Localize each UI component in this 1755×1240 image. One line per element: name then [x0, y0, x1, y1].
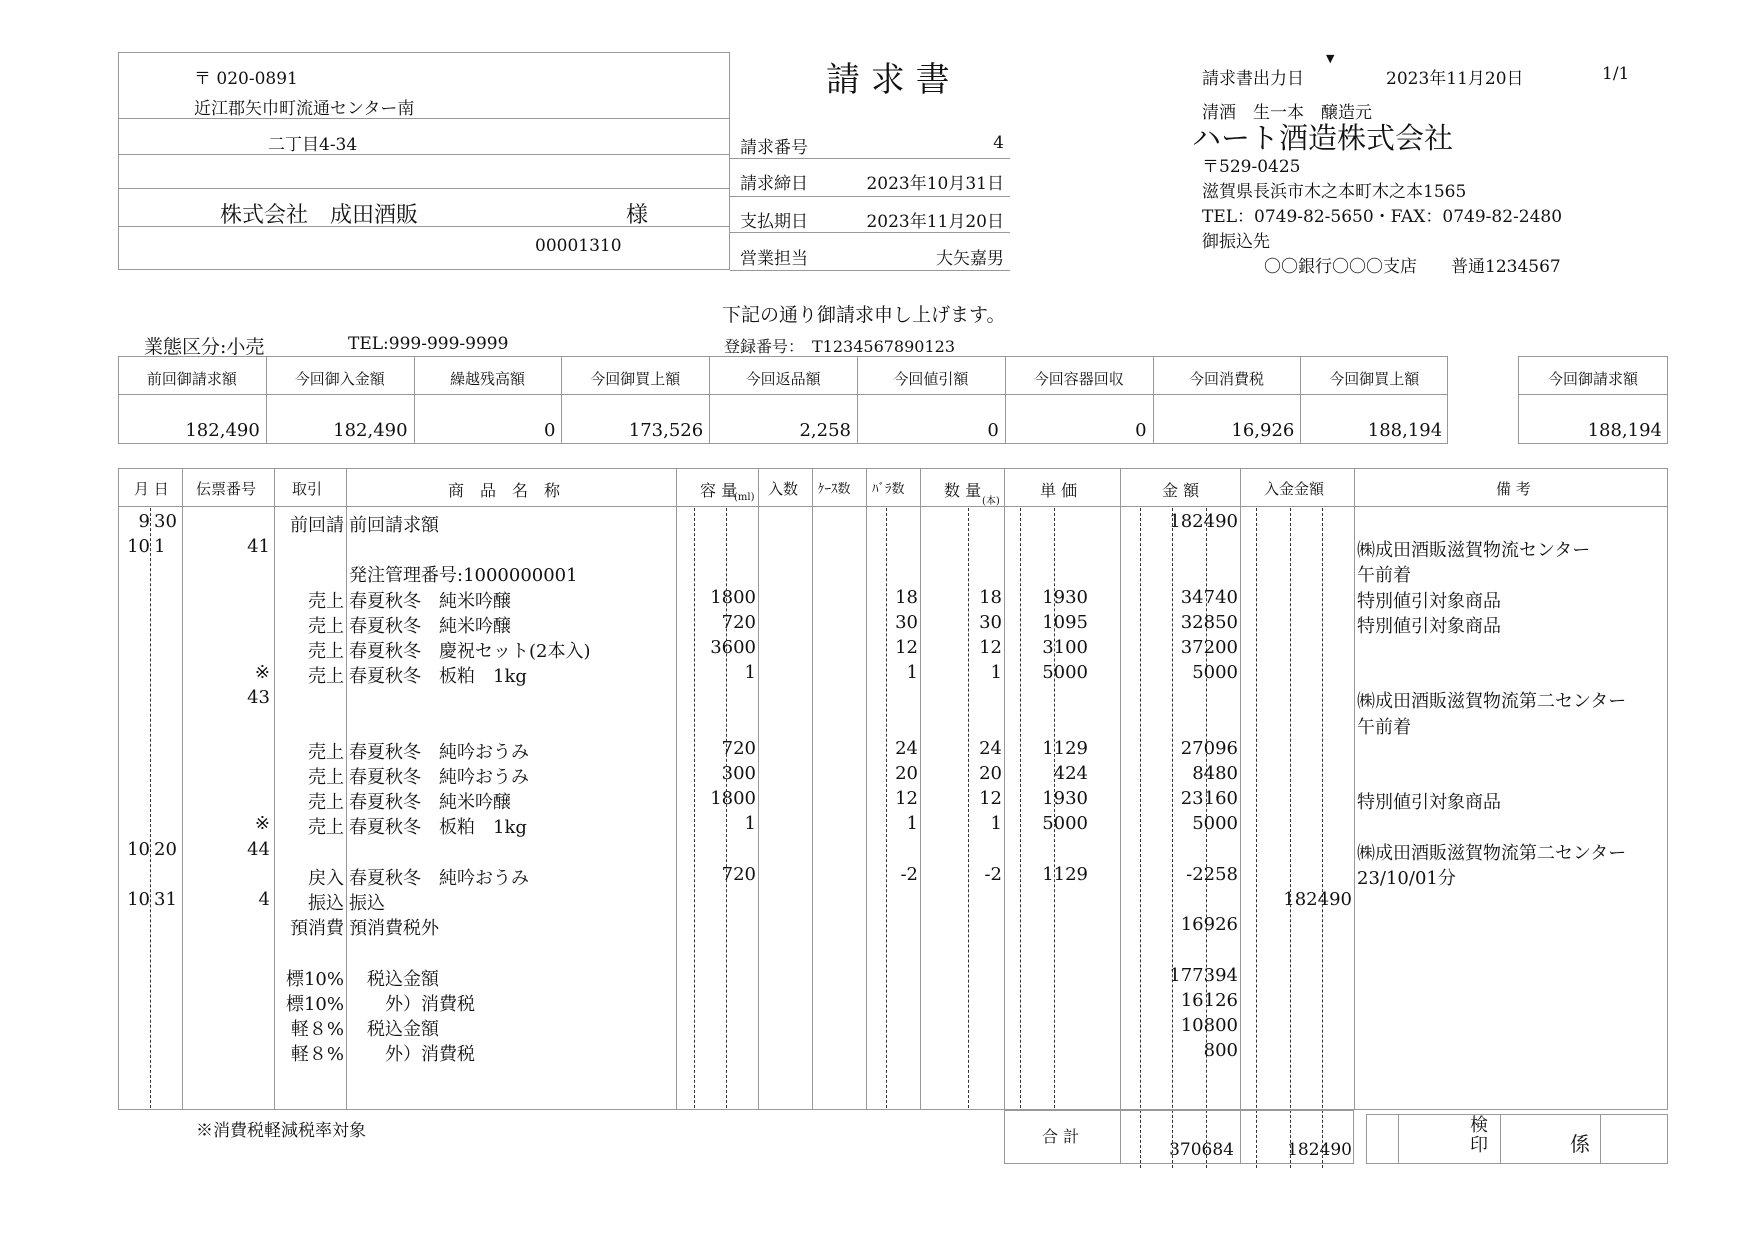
row-amount: 5000 — [1192, 662, 1238, 684]
summary-value: 0 — [1135, 420, 1147, 441]
col-divider — [1240, 1110, 1241, 1164]
summary-value: 182,490 — [333, 420, 408, 441]
request-message: 下記の通り御請求申し上げます。 — [722, 304, 1006, 326]
row-loose: 24 — [895, 737, 918, 759]
row-unit-price: 5000 — [1042, 662, 1088, 684]
issuer-name: ハート酒造株式会社 — [1192, 121, 1454, 155]
business-category: 業態区分:小売 — [144, 336, 265, 358]
summary-value: 182,490 — [185, 420, 260, 441]
row-amount: 177394 — [1169, 964, 1238, 986]
row-amount: 34740 — [1180, 586, 1238, 608]
row-remark: 午前着 — [1357, 565, 1411, 587]
row-day: 31 — [154, 889, 177, 910]
col-divider — [758, 468, 759, 1110]
row-trade: 売上 — [308, 590, 344, 612]
row-qty: 30 — [979, 611, 1002, 633]
row-product: 春夏秋冬 純吟おうみ — [349, 741, 529, 763]
row-product: 外）消費税 — [349, 993, 475, 1015]
summary-label: 前回御請求額 — [146, 370, 237, 388]
header-unit-price: 単 価 — [1040, 481, 1078, 500]
recipient-company: 株式会社 成田酒販 — [220, 203, 419, 228]
row-product: 前回請求額 — [349, 515, 439, 536]
row-loose: 1 — [906, 662, 918, 684]
due-date: 2023年11月20日 — [866, 212, 1004, 232]
row-amount: 8480 — [1192, 763, 1238, 784]
invoice-number: 4 — [993, 133, 1004, 153]
col-divider — [346, 468, 347, 1110]
footnote: ※消費税軽減税率対象 — [196, 1121, 366, 1141]
total-payment: 182490 — [1287, 1140, 1352, 1160]
col-divider — [1120, 468, 1121, 1110]
bank-label: 御振込先 — [1202, 232, 1270, 252]
row-trade: 前回請 — [290, 515, 344, 536]
row-product: 振込 — [349, 893, 385, 914]
row-day: 20 — [154, 838, 177, 860]
divider — [118, 154, 730, 155]
row-loose: 1 — [906, 813, 918, 835]
row-unit-price: 5000 — [1042, 813, 1088, 835]
col-divider — [1004, 468, 1005, 1110]
row-month: 10 — [127, 838, 150, 860]
issuer-address: 滋賀県長浜市木之本町木之本1565 — [1202, 182, 1467, 202]
row-volume: 1 — [744, 813, 756, 835]
customer-tel: TEL:999-999-9999 — [348, 334, 509, 354]
row-amount: 10800 — [1180, 1015, 1238, 1036]
summary-value: 0 — [987, 420, 999, 441]
header-volume: 容 量 — [700, 481, 738, 500]
summary-value: 173,526 — [628, 420, 704, 441]
row-amount: 800 — [1203, 1040, 1238, 1062]
output-date: 2023年11月20日 — [1386, 69, 1524, 89]
total-label: 合 計 — [1042, 1127, 1080, 1146]
header-payment: 入金金額 — [1264, 480, 1325, 498]
col-divider — [1354, 468, 1355, 1110]
row-amount: 182490 — [1169, 511, 1238, 532]
stamp-box — [1366, 1114, 1668, 1164]
due-date-label: 支払期日 — [740, 212, 808, 232]
row-trade: 標10% — [285, 993, 344, 1015]
row-volume: 720 — [721, 863, 756, 885]
header-amount: 金 額 — [1162, 481, 1200, 500]
page-title: 請 求 書 — [826, 60, 950, 100]
row-product: 春夏秋冬 板粕 1kg — [349, 666, 527, 688]
invoice-number-label: 請求番号 — [740, 138, 808, 158]
header-loose: ﾊﾞﾗ数 — [872, 482, 905, 497]
row-qty: 24 — [979, 737, 1002, 759]
output-date-label: 請求書出力日 — [1202, 69, 1304, 89]
row-unit-price: 1129 — [1042, 737, 1088, 759]
digit-guide — [1322, 508, 1323, 1168]
header-divider — [118, 506, 1668, 507]
summary-value: 2,258 — [799, 420, 851, 441]
divider — [730, 196, 1010, 197]
row-loose: 18 — [895, 586, 918, 608]
recipient-address2: 二丁目4-34 — [268, 135, 358, 155]
header-qty-unit: (本) — [982, 496, 1000, 507]
row-remark: ㈱成田酒販滋賀物流第二センター — [1357, 842, 1627, 864]
header-date: 月 日 — [134, 480, 169, 498]
col-divider — [1500, 1114, 1501, 1164]
summary-label: 今回御入金額 — [294, 370, 385, 388]
row-slip: 43 — [247, 687, 270, 709]
inspect-stamp-label: 検印 — [1470, 1115, 1488, 1156]
col-divider — [920, 468, 921, 1110]
row-amount: 27096 — [1180, 737, 1238, 759]
row-amount: 37200 — [1180, 637, 1238, 658]
row-product: 春夏秋冬 板粕 1kg — [349, 817, 527, 839]
row-slip: 44 — [247, 838, 270, 860]
row-volume: 300 — [721, 763, 756, 784]
row-amount: 16926 — [1180, 914, 1238, 936]
summary-label: 今回値引額 — [893, 370, 969, 388]
row-qty: 18 — [979, 586, 1002, 608]
row-volume: 720 — [721, 611, 756, 633]
row-trade: 売上 — [308, 666, 344, 688]
col-divider — [1398, 1114, 1399, 1164]
header-remarks: 備 考 — [1496, 480, 1531, 498]
row-trade: 預消費 — [290, 918, 344, 940]
col-divider — [1240, 468, 1241, 1110]
issuer-tel-fax: TEL：0749-82-5650・FAX：0749-82-2480 — [1202, 207, 1563, 227]
row-trade: 振込 — [308, 893, 344, 914]
col-divider — [274, 468, 275, 1110]
row-month: 10 — [127, 536, 150, 558]
divider — [730, 232, 1010, 233]
row-remark: 特別値引対象商品 — [1357, 792, 1501, 814]
col-divider — [866, 468, 867, 1110]
row-day: 1 — [154, 536, 166, 558]
row-unit-price: 424 — [1053, 763, 1088, 784]
row-product: 春夏秋冬 純吟おうみ — [349, 767, 529, 788]
row-qty: 12 — [979, 788, 1002, 810]
registration-number: 登録番号： T1234567890123 — [724, 337, 956, 356]
row-product: 税込金額 — [349, 1019, 439, 1040]
issuer-tagline: 清酒 生一本 醸造元 — [1202, 103, 1372, 123]
row-qty: 1 — [990, 813, 1002, 835]
col-divider — [1600, 1114, 1601, 1164]
row-product: 春夏秋冬 慶祝セット(2本入) — [349, 641, 591, 662]
header-trade: 取引 — [292, 480, 323, 498]
row-trade: 売上 — [308, 767, 344, 788]
digit-guide — [1290, 508, 1291, 1168]
summary-label: 今回返品額 — [745, 370, 821, 388]
row-trade: 軽８% — [290, 1019, 344, 1040]
col-divider — [182, 468, 183, 1110]
row-product: 春夏秋冬 純吟おうみ — [349, 867, 529, 889]
row-volume: 720 — [721, 737, 756, 759]
col-divider — [676, 468, 677, 1110]
total-amount: 370684 — [1169, 1140, 1234, 1160]
row-remark: ㈱成田酒販滋賀物流第二センター — [1357, 691, 1627, 713]
summary-value: 0 — [543, 420, 556, 441]
row-volume: 3600 — [710, 637, 756, 658]
header-in-qty: 入数 — [768, 480, 799, 498]
row-amount: 5000 — [1192, 813, 1238, 835]
billing-total-label: 今回御請求額 — [1547, 370, 1638, 388]
row-trade: 軽８% — [290, 1044, 344, 1066]
row-loose: 12 — [895, 637, 918, 658]
summary-label: 繰越残高額 — [449, 370, 525, 388]
row-trade: 売上 — [308, 641, 344, 662]
row-product: 春夏秋冬 純米吟醸 — [349, 792, 511, 814]
summary-label: 今回御買上額 — [590, 370, 681, 388]
row-month: 10 — [127, 889, 150, 910]
issuer-postal: 〒529-0425 — [1202, 157, 1301, 177]
row-trade: 売上 — [308, 741, 344, 763]
sales-rep-label: 営業担当 — [740, 249, 808, 269]
sales-rep: 大矢嘉男 — [936, 249, 1004, 269]
summary-label: 今回消費税 — [1188, 370, 1264, 388]
divider — [1518, 394, 1668, 395]
row-unit-price: 3100 — [1042, 637, 1088, 658]
digit-guide — [1256, 508, 1257, 1168]
row-loose: 12 — [895, 788, 918, 810]
row-slip: ※ — [254, 813, 270, 835]
header-slip: 伝票番号 — [196, 480, 257, 498]
row-trade: 戻入 — [308, 867, 344, 889]
row-product: 預消費税外 — [349, 918, 439, 940]
row-remark: 特別値引対象商品 — [1357, 615, 1501, 637]
row-unit-price: 1930 — [1042, 788, 1088, 810]
summary-label: 今回容器回収 — [1033, 370, 1124, 388]
row-loose: -2 — [900, 863, 918, 885]
row-remark: 特別値引対象商品 — [1357, 590, 1501, 612]
row-trade: 売上 — [308, 792, 344, 814]
row-volume: 1 — [744, 662, 756, 684]
row-product: 外）消費税 — [349, 1044, 475, 1066]
row-amount: 16126 — [1180, 989, 1238, 1011]
divider — [730, 158, 1010, 159]
row-unit-price: 1930 — [1042, 586, 1088, 608]
row-product: 発注管理番号:1000000001 — [349, 565, 578, 587]
divider — [118, 188, 730, 189]
row-amount: 23160 — [1180, 788, 1238, 810]
divider — [118, 394, 1448, 395]
billing-total-value: 188,194 — [1587, 420, 1662, 441]
row-amount: 32850 — [1180, 611, 1238, 633]
row-trade: 売上 — [308, 615, 344, 637]
col-divider — [1120, 1110, 1121, 1164]
col-divider — [812, 468, 813, 1110]
row-remark: 23/10/01分 — [1357, 867, 1456, 889]
recipient-address1: 近江郡矢巾町流通センター南 — [194, 99, 415, 119]
row-day: 30 — [154, 511, 177, 532]
digit-guide — [150, 508, 151, 1108]
header-cases: ｹｰｽ数 — [818, 482, 851, 497]
row-trade: 標10% — [285, 968, 344, 990]
bank-account: 〇〇銀行〇〇〇支店 普通1234567 — [1264, 257, 1561, 277]
row-remark: 午前着 — [1357, 716, 1411, 738]
row-trade: 売上 — [308, 817, 344, 839]
row-unit-price: 1095 — [1042, 611, 1088, 633]
page-number: 1/1 — [1602, 64, 1630, 84]
row-qty: 1 — [990, 662, 1002, 684]
row-slip: 4 — [258, 889, 270, 910]
header-qty: 数 量 — [944, 481, 982, 500]
summary-label: 今回御買上額 — [1329, 370, 1420, 388]
row-volume: 1800 — [710, 586, 756, 608]
row-payment: 182490 — [1283, 889, 1352, 910]
row-loose: 20 — [895, 763, 918, 784]
header-product: 商 品 名 称 — [448, 481, 561, 500]
summary-value: 16,926 — [1231, 420, 1295, 441]
row-volume: 1800 — [710, 788, 756, 810]
marker-icon: ▼ — [1326, 52, 1335, 65]
recipient-honorific: 様 — [626, 203, 649, 228]
divider — [730, 270, 1010, 271]
row-slip: ※ — [254, 662, 270, 684]
row-month: 9 — [138, 511, 150, 532]
recipient-postal: 〒 020-0891 — [194, 69, 298, 89]
row-remark: ㈱成田酒販滋賀物流センター — [1357, 540, 1591, 562]
row-amount: -2258 — [1186, 863, 1238, 885]
row-slip: 41 — [247, 536, 270, 558]
row-product: 春夏秋冬 純米吟醸 — [349, 590, 511, 612]
row-loose: 30 — [895, 611, 918, 633]
summary-value: 188,194 — [1367, 420, 1443, 441]
closing-date: 2023年10月31日 — [866, 174, 1004, 194]
row-product: 春夏秋冬 純米吟醸 — [349, 615, 511, 637]
row-qty: 20 — [979, 763, 1002, 784]
person-label: 係 — [1570, 1132, 1590, 1156]
row-product: 税込金額 — [349, 968, 439, 990]
row-qty: 12 — [979, 637, 1002, 658]
closing-date-label: 請求締日 — [740, 174, 808, 194]
header-volume-unit: (ml) — [734, 492, 755, 503]
customer-code: 00001310 — [535, 236, 622, 256]
row-unit-price: 1129 — [1042, 863, 1088, 885]
row-qty: -2 — [984, 863, 1002, 885]
